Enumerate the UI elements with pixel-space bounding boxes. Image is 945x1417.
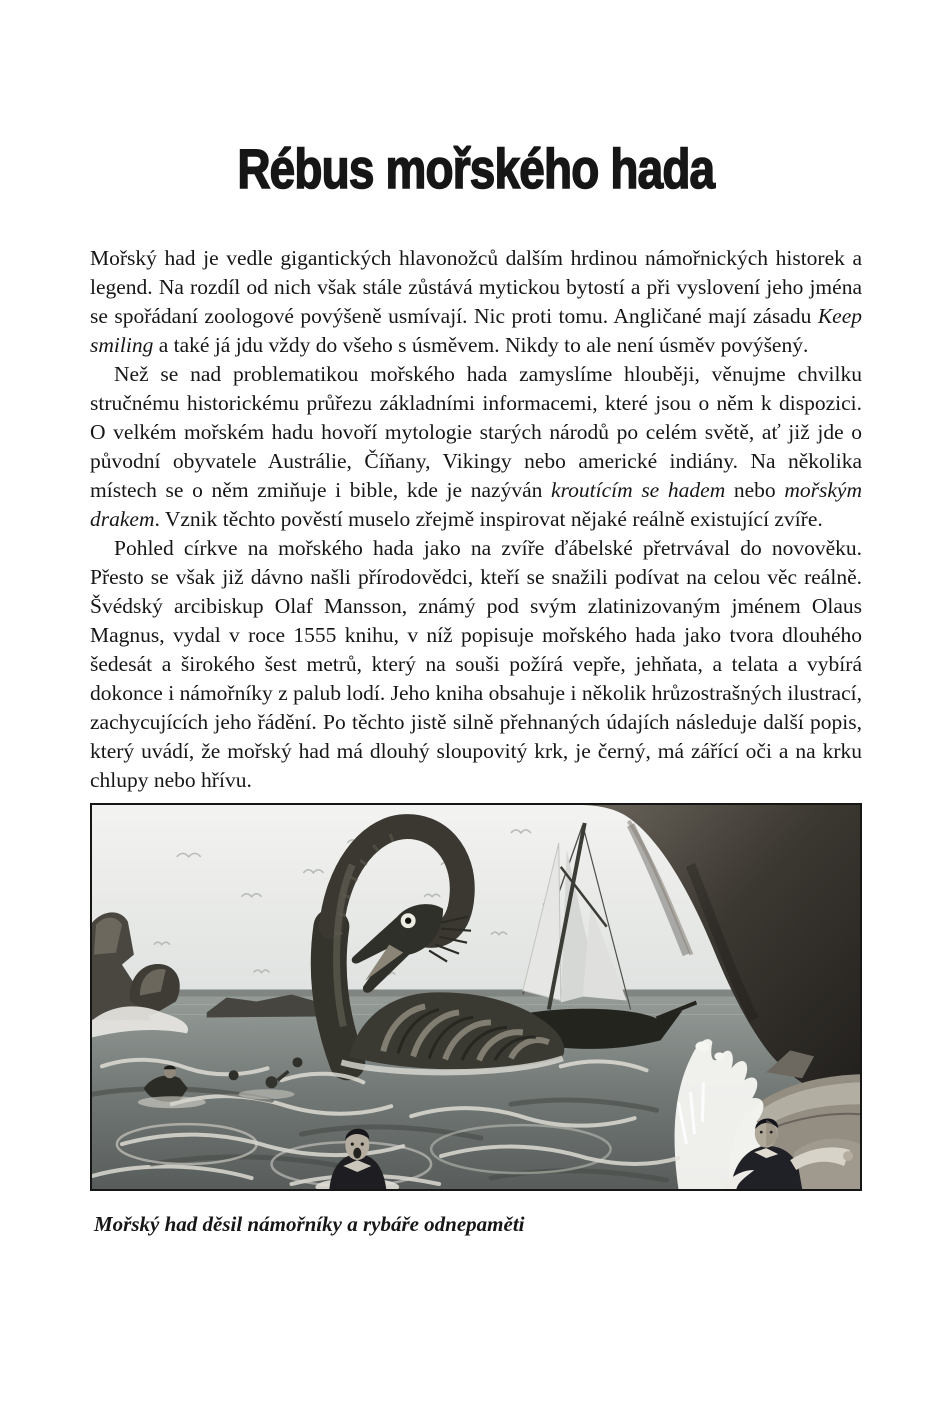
paragraph-1-text-a: Mořský had je vedle gigantických hlavonožců dalším hrdinou námořnických historek a legend. Na rozdíl od nich však stále zůstává mytickou bytostí a při vyslovení jeho jména se spořádaní zoologové povýšeně usmívají. Nic proti tomu. Angličané mají zásadu (90, 246, 862, 328)
figure (90, 803, 862, 1238)
paragraph-3 (90, 534, 862, 795)
paragraph-2-italic-2: mořským drakem (90, 478, 862, 531)
page-title (90, 137, 862, 200)
paragraph-2-italic-1: kroutícím se hadem (551, 478, 726, 502)
page-content (90, 0, 862, 1238)
sea-serpent-illustration (90, 803, 862, 1191)
paragraph-3-text: Pohled církve na mořského hada jako na zvíře ďábelské přetrvával do novověku. Přesto se však již dávno našli přírodovědci, kteří se snažili podívat na celou věc reálně. Švédský arcibiskup Olaf Mansson, známý pod svým zlatinizovaným jménem Olaus Magnus, vydal v roce 1555 knihu, v níž popisuje mořského hada jako tvora dlouhého šedesát a širokého šest metrů, který na souši požírá vepře, jehňata, a telata a vybírá dokonce i námořníky z palub lodí. Jeho kniha obsahuje i několik hrůzostrašných ilustrací, zachycujících jeho řádění. Po těchto jistě silně přehnaných údajích následuje další popis, který uvádí, že mořský had má dlouhý sloupovitý krk, je černý, má zářící oči a na krku chlupy nebo hřívu. (90, 536, 862, 792)
sea-serpent-illustration-svg (92, 805, 860, 1189)
paragraph-2-text-b: nebo (725, 478, 785, 502)
paragraph-1-text-b: a také já jdu vždy do všeho s úsměvem. Nikdy to ale není úsměv povýšený. (153, 333, 809, 357)
paragraph-1 (90, 244, 862, 360)
page-title-text: Rébus mořského hada (237, 137, 715, 200)
paragraph-2 (90, 360, 862, 534)
paragraph-1-italic: Keep smiling (90, 304, 862, 357)
paragraph-2-text-c: . Vznik těchto pověstí muselo zřejmě inspirovat nějaké reálně existující zvíře. (154, 507, 823, 531)
paragraph-2-text-a: Než se nad problematikou mořského hada zamyslíme hlouběji, věnujme chvilku stručnému historickému průřezu základními informacemi, které jsou o něm k dispozici. O velkém mořském hadu hovoří mytologie starých národů po celém světě, ať již jde o původní obyvatele Austrálie, Číňany, Vikingy nebo americké indiány. Na několika místech se o něm zmiňuje i bible, kde je nazýván (90, 362, 862, 502)
article-text (90, 244, 862, 795)
figure-caption: Mořský had děsil námořníky a rybáře odnepaměti (94, 1212, 525, 1236)
